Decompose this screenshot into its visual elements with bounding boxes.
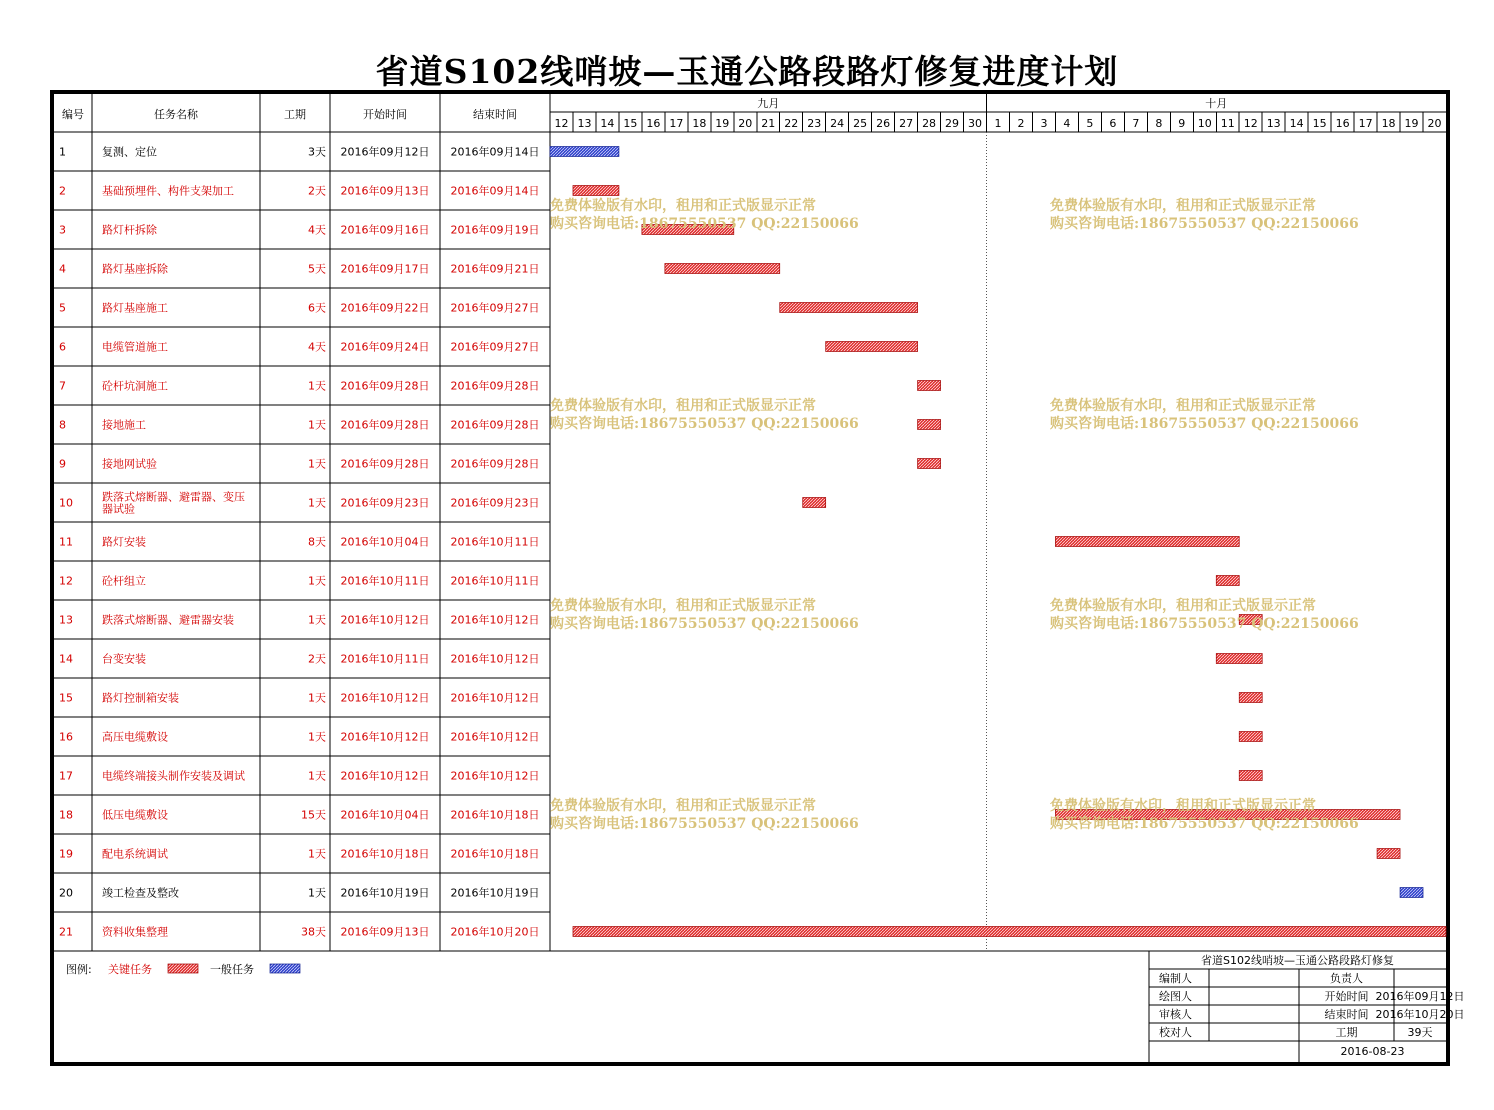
watermark-line1: 免费体验版有水印，租用和正式版显示正常	[550, 598, 816, 614]
task-start: 2016年09月13日	[340, 184, 430, 198]
task-start: 2016年09月17日	[340, 262, 430, 276]
task-start: 2016年10月18日	[340, 847, 430, 861]
info-label: 绘图人	[1159, 990, 1192, 1003]
watermark-line2: 购买咨询电话:18675550537 QQ:22150066	[1050, 416, 1359, 432]
col-header-2: 工期	[284, 108, 306, 121]
watermark-line2: 购买咨询电话:18675550537 QQ:22150066	[550, 616, 859, 632]
task-id: 5	[59, 301, 66, 315]
day-tick-label: 21	[761, 117, 776, 130]
watermark-line2: 购买咨询电话:18675550537 QQ:22150066	[550, 416, 859, 432]
task-start: 2016年10月12日	[340, 613, 430, 627]
watermark-line2: 购买咨询电话:18675550537 QQ:22150066	[550, 216, 859, 232]
normal-task-bar	[550, 147, 619, 157]
critical-task-bar	[665, 264, 780, 274]
watermark-line1: 免费体验版有水印，租用和正式版显示正常	[1050, 398, 1316, 414]
day-tick-label: 23	[807, 117, 822, 130]
task-duration: 2天	[308, 652, 326, 666]
task-id: 7	[59, 379, 66, 393]
task-start: 2016年09月28日	[340, 418, 430, 432]
month-label-1: 十月	[1205, 97, 1228, 110]
task-start: 2016年10月12日	[340, 730, 430, 744]
task-id: 17	[59, 769, 73, 783]
task-id: 16	[59, 730, 73, 744]
day-tick-label: 17	[1358, 117, 1373, 130]
day-tick-label: 28	[922, 117, 937, 130]
critical-task-bar	[573, 927, 1446, 937]
task-name: 资料收集整理	[102, 925, 168, 939]
task-id: 3	[59, 223, 66, 237]
day-tick-label: 20	[738, 117, 753, 130]
day-tick-label: 1	[994, 117, 1002, 130]
day-tick-label: 15	[623, 117, 638, 130]
task-start: 2016年10月11日	[340, 652, 430, 666]
critical-task-bar	[918, 381, 941, 391]
day-tick-label: 2	[1017, 117, 1025, 130]
critical-task-bar	[1055, 537, 1239, 547]
task-name: 砼杆组立	[102, 574, 146, 588]
task-end: 2016年09月23日	[450, 496, 540, 510]
info-label2: 工期	[1335, 1026, 1358, 1039]
critical-task-bar	[780, 303, 918, 313]
day-tick-label: 19	[1404, 117, 1419, 130]
task-name: 低压电缆敷设	[102, 808, 168, 822]
task-duration: 1天	[308, 691, 326, 705]
task-name: 路灯基座拆除	[102, 262, 168, 276]
day-tick-label: 14	[1289, 117, 1304, 130]
task-start: 2016年10月12日	[340, 691, 430, 705]
task-end: 2016年10月12日	[450, 652, 540, 666]
critical-task-bar	[1377, 849, 1400, 859]
task-start: 2016年09月24日	[340, 340, 430, 354]
info-label2: 结束时间	[1324, 1008, 1369, 1021]
watermark-line1: 免费体验版有水印，租用和正式版显示正常	[1050, 598, 1316, 614]
day-tick-label: 10	[1197, 117, 1212, 130]
critical-task-bar	[1216, 576, 1239, 586]
gantt-frame	[50, 90, 1465, 1066]
task-duration: 3天	[308, 145, 326, 159]
task-end: 2016年09月27日	[450, 340, 540, 354]
task-name: 配电系统调试	[102, 847, 168, 861]
watermark-line1: 免费体验版有水印，租用和正式版显示正常	[550, 198, 816, 214]
legend-critical-label: 关键任务	[108, 963, 152, 976]
task-end: 2016年10月18日	[450, 808, 540, 822]
critical-task-bar	[1239, 732, 1262, 742]
task-duration: 4天	[308, 340, 326, 354]
gantt-chart	[54, 94, 1465, 1062]
critical-task-bar	[1239, 771, 1262, 781]
task-duration: 1天	[308, 847, 326, 861]
task-end: 2016年10月12日	[450, 613, 540, 627]
task-id: 6	[59, 340, 66, 354]
task-start: 2016年09月12日	[340, 145, 430, 159]
task-end: 2016年10月12日	[450, 691, 540, 705]
task-id: 20	[59, 886, 73, 900]
task-name: 路灯安装	[102, 535, 146, 549]
legend-label: 图例:	[66, 963, 92, 976]
info-label2: 开始时间	[1324, 990, 1369, 1003]
task-end: 2016年09月21日	[450, 262, 540, 276]
task-id: 13	[59, 613, 73, 627]
info-label: 编制人	[1159, 972, 1192, 985]
task-duration: 1天	[308, 730, 326, 744]
critical-task-bar	[1239, 693, 1262, 703]
page-title: 省道S102线哨坡—玉通公路段路灯修复进度计划	[375, 52, 1119, 91]
critical-task-bar	[918, 459, 941, 469]
task-end: 2016年10月18日	[450, 847, 540, 861]
info-value2: 39天	[1407, 1026, 1433, 1039]
task-start: 2016年10月04日	[340, 535, 430, 549]
task-name: 跌落式熔断器、避雷器安装	[102, 613, 234, 627]
task-duration: 38天	[301, 925, 326, 939]
task-duration: 8天	[308, 535, 326, 549]
task-id: 9	[59, 457, 66, 471]
task-name: 台变安装	[102, 652, 146, 666]
task-duration: 1天	[308, 379, 326, 393]
task-name-line1: 跌落式熔断器、避雷器、变压	[102, 490, 245, 504]
day-tick-label: 8	[1155, 117, 1163, 130]
day-tick-label: 24	[830, 117, 845, 130]
day-tick-label: 18	[692, 117, 707, 130]
day-tick-label: 11	[1220, 117, 1235, 130]
task-start: 2016年10月19日	[340, 886, 430, 900]
task-end: 2016年09月28日	[450, 379, 540, 393]
task-name: 砼杆坑洞施工	[102, 379, 168, 393]
day-tick-label: 20	[1427, 117, 1442, 130]
task-end: 2016年10月19日	[450, 886, 540, 900]
task-name: 竣工检查及整改	[102, 886, 179, 900]
day-tick-label: 13	[1266, 117, 1281, 130]
task-end: 2016年10月20日	[450, 925, 540, 939]
task-end: 2016年09月14日	[450, 145, 540, 159]
task-end: 2016年09月27日	[450, 301, 540, 315]
task-start: 2016年10月12日	[340, 769, 430, 783]
critical-task-bar	[573, 186, 619, 196]
legend-normal-swatch	[270, 964, 300, 973]
task-id: 12	[59, 574, 73, 588]
day-tick-label: 16	[1335, 117, 1350, 130]
info-value2: 2016年10月20日	[1375, 1008, 1465, 1021]
day-tick-label: 26	[876, 117, 891, 130]
task-start: 2016年09月16日	[340, 223, 430, 237]
task-end: 2016年10月11日	[450, 535, 540, 549]
task-duration: 1天	[308, 613, 326, 627]
task-id: 14	[59, 652, 73, 666]
task-duration: 1天	[308, 418, 326, 432]
task-id: 10	[59, 496, 73, 510]
task-duration: 15天	[301, 808, 326, 822]
critical-task-bar	[1216, 654, 1262, 664]
watermark-line1: 免费体验版有水印，租用和正式版显示正常	[550, 398, 816, 414]
task-id: 21	[59, 925, 73, 939]
task-name-line2: 器试验	[102, 502, 135, 516]
day-tick-label: 14	[600, 117, 615, 130]
watermark-line2: 购买咨询电话:18675550537 QQ:22150066	[1050, 216, 1359, 232]
day-tick-label: 4	[1063, 117, 1071, 130]
day-tick-label: 9	[1178, 117, 1186, 130]
critical-task-bar	[918, 420, 941, 430]
task-name: 路灯杆拆除	[102, 223, 157, 237]
task-start: 2016年09月28日	[340, 379, 430, 393]
task-name: 电缆管道施工	[102, 340, 168, 354]
task-duration: 5天	[308, 262, 326, 276]
task-name: 接地网试验	[102, 457, 157, 471]
day-tick-label: 19	[715, 117, 730, 130]
critical-task-bar	[826, 342, 918, 352]
day-tick-label: 22	[784, 117, 799, 130]
task-end: 2016年10月12日	[450, 769, 540, 783]
day-tick-label: 29	[945, 117, 960, 130]
watermark-line1: 免费体验版有水印，租用和正式版显示正常	[550, 798, 816, 814]
info-label: 校对人	[1159, 1026, 1192, 1039]
legend-normal-label: 一般任务	[210, 963, 254, 976]
task-duration: 1天	[308, 769, 326, 783]
task-name: 路灯控制箱安装	[102, 691, 179, 705]
watermark-line2: 购买咨询电话:18675550537 QQ:22150066	[1050, 616, 1359, 632]
task-id: 11	[59, 535, 73, 549]
task-duration: 1天	[308, 496, 326, 510]
task-start: 2016年09月23日	[340, 496, 430, 510]
task-id: 2	[59, 184, 66, 198]
task-name: 接地施工	[102, 418, 146, 432]
col-header-3: 开始时间	[363, 108, 407, 121]
day-tick-label: 12	[554, 117, 569, 130]
task-name: 电缆终端接头制作安装及调试	[102, 769, 245, 783]
task-end: 2016年09月28日	[450, 418, 540, 432]
day-tick-label: 27	[899, 117, 914, 130]
task-duration: 1天	[308, 886, 326, 900]
task-name: 路灯基座施工	[102, 301, 168, 315]
task-start: 2016年10月11日	[340, 574, 430, 588]
watermark-line1: 免费体验版有水印，租用和正式版显示正常	[1050, 198, 1316, 214]
watermark-line1: 免费体验版有水印，租用和正式版显示正常	[1050, 798, 1316, 814]
task-name: 基础预埋件、构件支架加工	[102, 184, 234, 198]
info-title: 省道S102线哨坡—玉通公路段路灯修复	[1201, 954, 1394, 967]
day-tick-label: 5	[1086, 117, 1094, 130]
task-id: 1	[59, 145, 66, 159]
task-duration: 1天	[308, 574, 326, 588]
task-end: 2016年09月28日	[450, 457, 540, 471]
task-end: 2016年09月14日	[450, 184, 540, 198]
col-header-0: 编号	[62, 108, 84, 121]
critical-task-bar	[803, 498, 826, 508]
task-id: 18	[59, 808, 73, 822]
day-tick-label: 16	[646, 117, 661, 130]
day-tick-label: 18	[1381, 117, 1396, 130]
day-tick-label: 6	[1109, 117, 1117, 130]
col-header-4: 结束时间	[473, 108, 517, 121]
task-end: 2016年10月12日	[450, 730, 540, 744]
legend-critical-swatch	[168, 964, 198, 973]
task-duration: 6天	[308, 301, 326, 315]
col-header-1: 任务名称	[154, 108, 198, 121]
day-tick-label: 3	[1040, 117, 1048, 130]
info-date: 2016-08-23	[1340, 1045, 1405, 1058]
day-tick-label: 15	[1312, 117, 1327, 130]
task-start: 2016年09月28日	[340, 457, 430, 471]
task-id: 4	[59, 262, 66, 276]
task-duration: 1天	[308, 457, 326, 471]
day-tick-label: 13	[577, 117, 592, 130]
info-label2: 负责人	[1330, 972, 1363, 985]
task-name: 复测、定位	[102, 145, 157, 159]
month-label-0: 九月	[757, 97, 780, 110]
task-start: 2016年09月22日	[340, 301, 430, 315]
task-duration: 2天	[308, 184, 326, 198]
info-label: 审核人	[1159, 1008, 1192, 1021]
task-start: 2016年10月04日	[340, 808, 430, 822]
task-name: 高压电缆敷设	[102, 730, 168, 744]
task-duration: 4天	[308, 223, 326, 237]
watermark-line2: 购买咨询电话:18675550537 QQ:22150066	[550, 816, 859, 832]
day-tick-label: 17	[669, 117, 684, 130]
info-value2: 2016年09月12日	[1375, 990, 1465, 1003]
task-id: 8	[59, 418, 66, 432]
watermark-line2: 购买咨询电话:18675550537 QQ:22150066	[1050, 816, 1359, 832]
day-tick-label: 25	[853, 117, 868, 130]
task-start: 2016年09月13日	[340, 925, 430, 939]
task-end: 2016年09月19日	[450, 223, 540, 237]
task-id: 19	[59, 847, 73, 861]
day-tick-label: 12	[1243, 117, 1258, 130]
normal-task-bar	[1400, 888, 1423, 898]
task-end: 2016年10月11日	[450, 574, 540, 588]
task-id: 15	[59, 691, 73, 705]
day-tick-label: 30	[968, 117, 983, 130]
day-tick-label: 7	[1132, 117, 1140, 130]
